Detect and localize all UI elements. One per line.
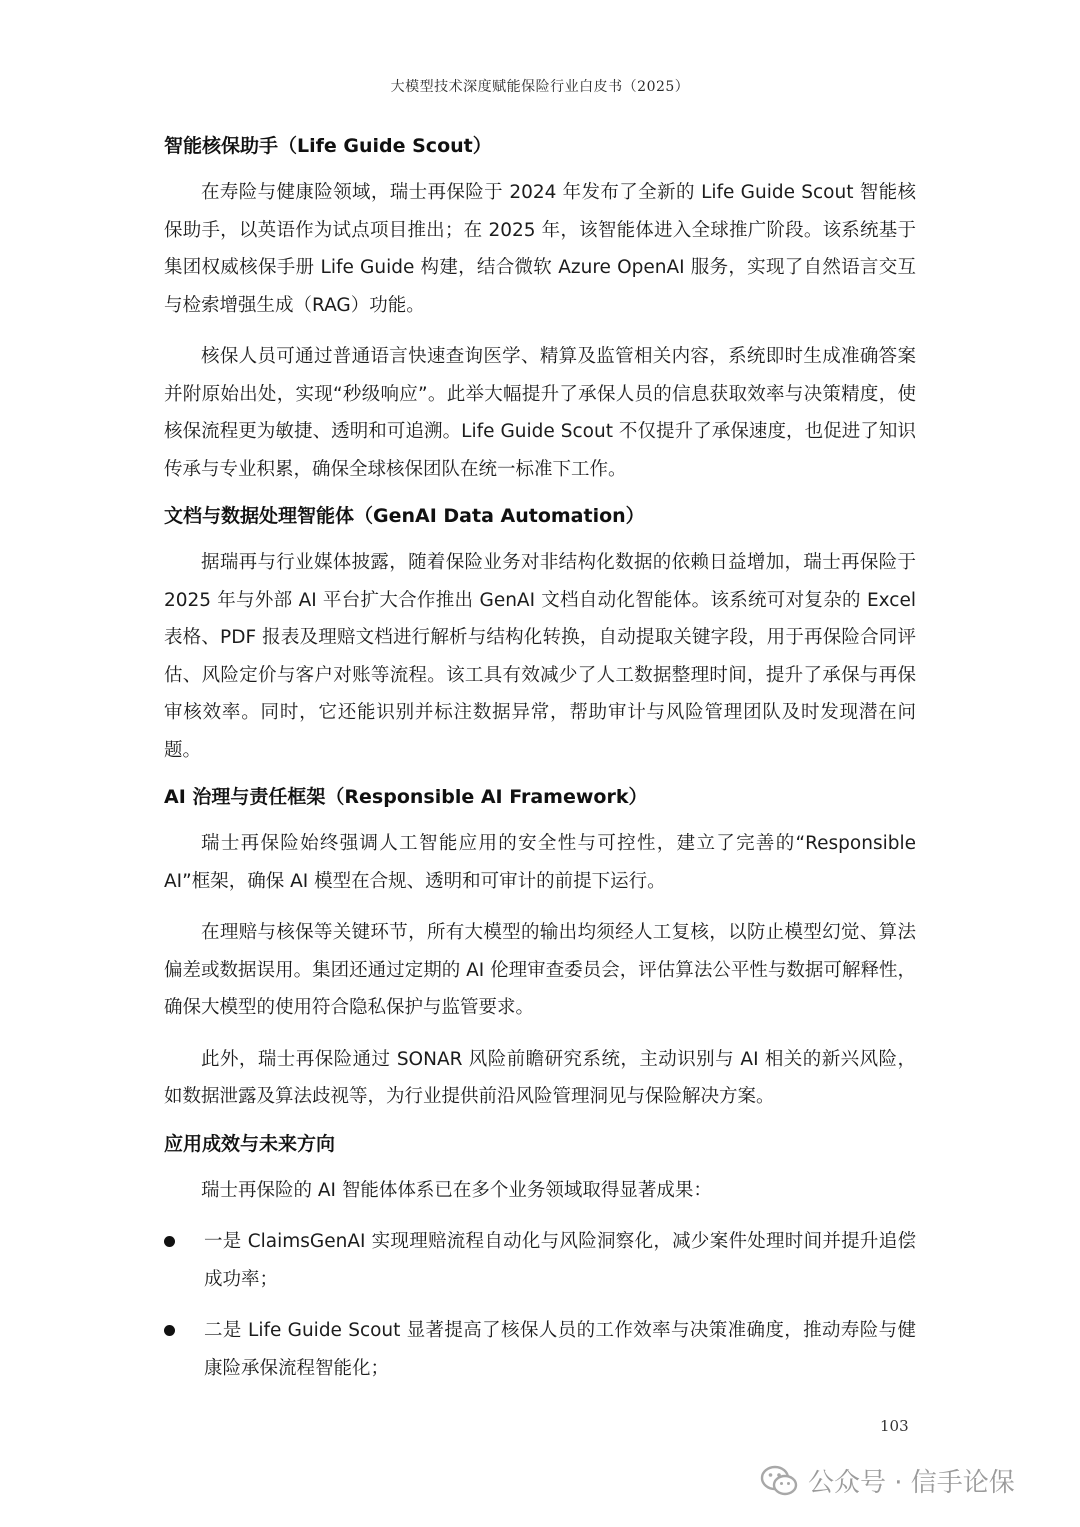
list-item-text: 二是 Life Guide Scout 显著提高了核保人员的工作效率与决策准确度，推动寿险与健康险承保流程智能化； (204, 1320, 916, 1379)
list-item-text: 一是 ClaimsGenAI 实现理赔流程自动化与风险洞察化，减少案件处理时间并提升追偿成功率； (204, 1231, 916, 1290)
section-heading-responsible-ai: AI 治理与责任框架（Responsible AI Framework） (164, 786, 648, 808)
paragraph: 此外，瑞士再保险通过 SONAR 风险前瞻研究系统，主动识别与 AI 相关的新兴风险，如数据泄露及算法歧视等，为行业提供前沿风险管理洞见与保险解决方案。 (164, 1048, 916, 1107)
bullet-icon (164, 1236, 175, 1247)
watermark-text: 公众号 · 信手论保 (808, 1468, 1015, 1498)
page-body (164, 128, 916, 1387)
page-number: 103 (880, 1417, 909, 1435)
bullet-icon (164, 1325, 175, 1336)
section-heading-life-guide: 智能核保助手（Life Guide Scout） (164, 135, 492, 157)
paragraph: 在理赔与核保等关键环节，所有大模型的输出均须经人工复核，以防止模型幻觉、算法偏差或数据误用。集团还通过定期的 AI 伦理审查委员会，评估算法公平性与数据可解释性，确保大模型的使用符合隐私保护与监管要求。 (164, 922, 916, 1018)
section-heading-outcomes: 应用成效与未来方向 (164, 1132, 336, 1155)
wechat-icon (760, 1465, 798, 1497)
list-item (164, 1312, 916, 1387)
running-header: 大模型技术深度赋能保险行业白皮书（2025） (390, 79, 690, 95)
paragraph: 在寿险与健康险领域，瑞士再保险于 2024 年发布了全新的 Life Guide Scout 智能核保助手，以英语作为试点项目推出；在 2025 年，该智能体进入全球推广阶段。该系统基于集团权威核保手册 Life Guide 构建，结合微软 Azure OpenAI 服务，实现了自然语言交互与检索增强生成（RAG）功能。 (164, 182, 916, 316)
paragraph: 瑞士再保险始终强调人工智能应用的安全性与可控性，建立了完善的“Responsible AI”框架，确保 AI 模型在合规、透明和可审计的前提下运行。 (164, 833, 916, 892)
paragraph: 核保人员可通过普通语言快速查询医学、精算及监管相关内容，系统即时生成准确答案并附原始出处，实现“秒级响应”。此举大幅提升了承保人员的信息获取效率与决策精度，使核保流程更为敏捷、透明和可追溯。Life Guide Scout 不仅提升了承保速度，也促进了知识传承与专业积累，确保全球核保团队在统一标准下工作。 (164, 346, 916, 480)
paragraph: 瑞士再保险的 AI 智能体体系已在多个业务领域取得显著成果： (201, 1179, 712, 1201)
watermark (760, 1462, 1015, 1499)
paragraph: 据瑞再与行业媒体披露，随着保险业务对非结构化数据的依赖日益增加，瑞士再保险于 2025 年与外部 AI 平台扩大合作推出 GenAI 文档自动化智能体。该系统可对复杂的 Excel 表格、PDF 报表及理赔文档进行解析与结构化转换，自动提取关键字段，用于再保险合同评估、风险定价与客户对账等流程。该工具有效减少了人工数据整理时间，提升了承保与再保审核效率。同时，它还能识别并标注数据异常，帮助审计与风险管理团队及时发现潜在问题。 (164, 552, 916, 761)
list-item (164, 1223, 916, 1298)
section-heading-data-automation: 文档与数据处理智能体（GenAI Data Automation） (164, 505, 645, 527)
outcomes-list (164, 1223, 916, 1387)
